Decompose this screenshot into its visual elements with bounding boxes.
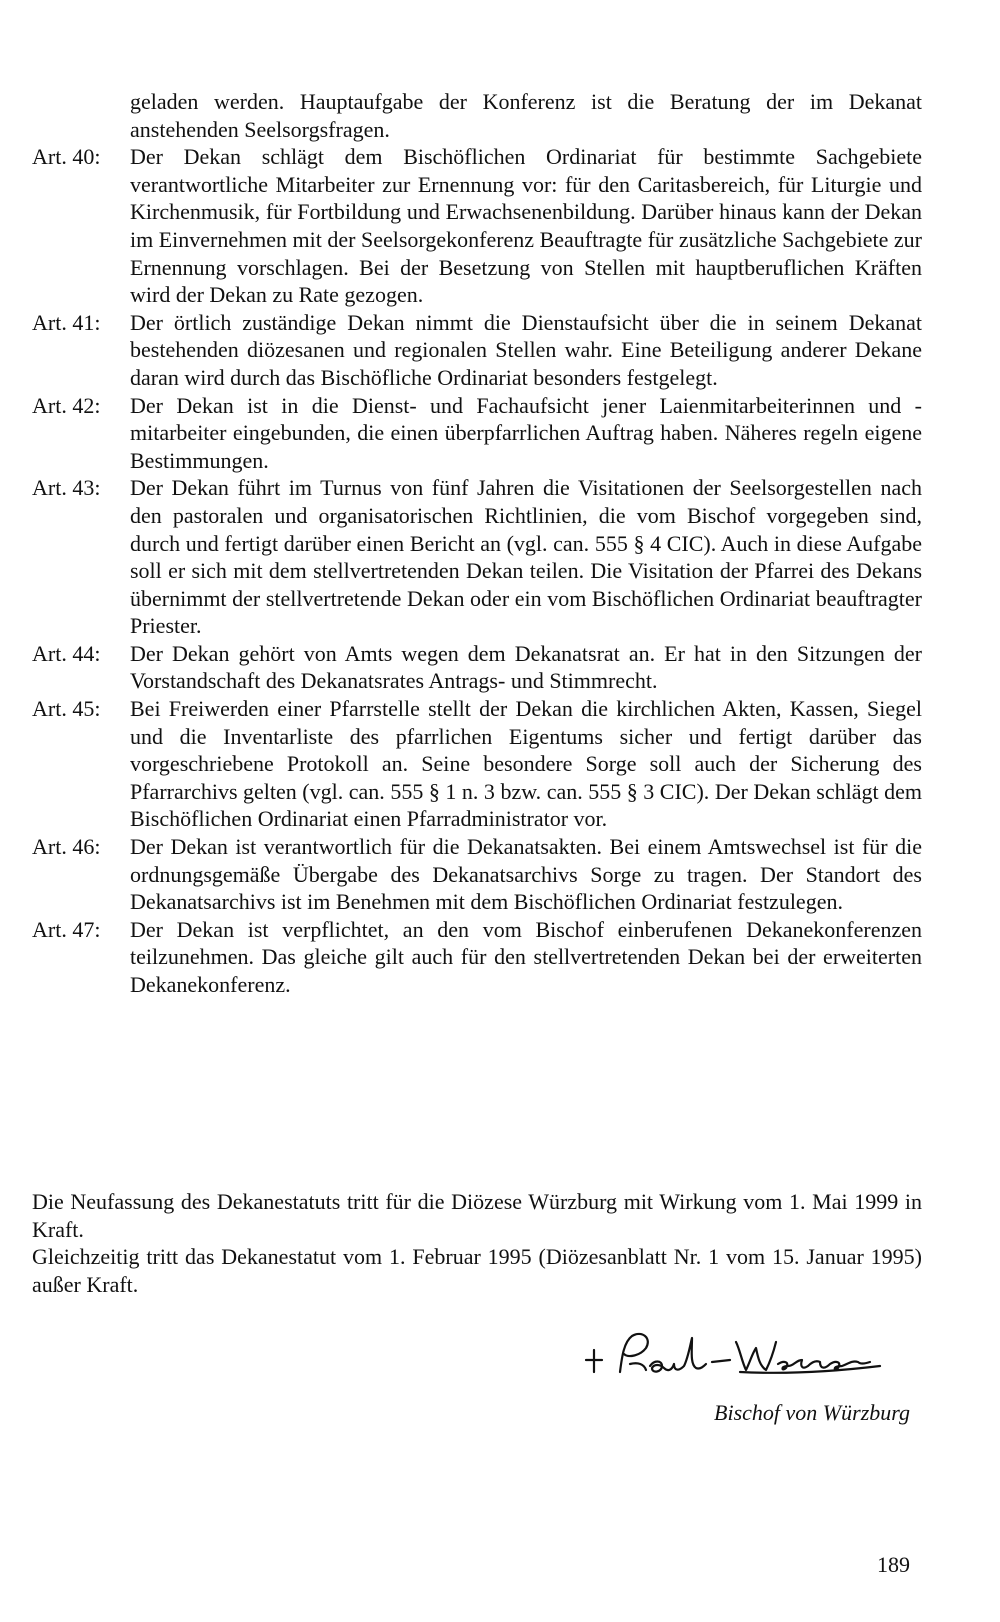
- article-text: Der Dekan ist verantwortlich für die Dekanatsakten. Bei einem Amtswechsel ist für die ordnungsgemäße Übergabe des Dekanatsarchivs Sorge zu tragen. Der Standort des Dekanatsarchivs ist im Benehmen mit dem Bischöflichen Ordinariat festzulegen.: [130, 834, 922, 915]
- article-label: Art. 46:: [32, 834, 101, 860]
- signature-title: Bischof von Würzburg: [714, 1400, 910, 1425]
- article-text: Der Dekan führt im Turnus von fünf Jahren die Visitationen der Seelsorgestellen nach den pastoralen und organisatorischen Richtlinien, die vom Bischof vorgegeben sind, durch und fertigt darüber einen Bericht an (vgl. can. 555 § 4 CIC). Auch in diese Aufgabe soll er sich mit dem stellvertretenden Dekan teilen. Die Visitation der Pfarrei des Dekans übernimmt der stellvertretende Dekan oder ein vom Bischöflichen Ordinariat beauftragter Priester.: [130, 475, 922, 639]
- article-text: Der Dekan ist in die Dienst- und Fachaufsicht jener Laienmitarbeiterinnen und -mitarbeiter eingebunden, die einen überpfarrlichen Auftrag haben. Näheres regeln eigene Bestimmungen.: [130, 392, 922, 473]
- article-44: [32, 640, 922, 695]
- articles-container: [32, 143, 922, 998]
- article-text: Der Dekan ist verpflichtet, an den vom Bischof einberufenen Dekanekonferenzen teilzunehmen. Das gleiche gilt auch für den stellvertretenden Dekan bei der erweiterten Dekanekonferenz.: [130, 916, 922, 997]
- article-label: Art. 44:: [32, 640, 101, 666]
- intro-paragraph: geladen werden. Hauptaufgabe der Konferenz ist die Beratung der im Dekanat anstehenden Seelsorgsfragen.: [130, 89, 922, 142]
- article-label: Art. 43:: [32, 475, 101, 501]
- article-list: [32, 88, 922, 999]
- article-41: [32, 309, 922, 392]
- article-label: Art. 47:: [32, 916, 101, 942]
- article-label: Art. 41:: [32, 309, 101, 335]
- article-label: Art. 40:: [32, 144, 101, 170]
- article-label: Art. 42:: [32, 392, 101, 418]
- handwritten-signature: [580, 1320, 920, 1400]
- article-45: [32, 695, 922, 833]
- article-text: Der Dekan gehört von Amts wegen dem Dekanatsrat an. Er hat in den Sitzungen der Vorstandschaft des Dekanatsrates Antrags- und Stimmrecht.: [130, 640, 922, 694]
- article-text: Bei Freiwerden einer Pfarrstelle stellt der Dekan die kirchlichen Akten, Kassen, Siegel und die Inventarliste des pfarrlichen Eigentums sicher und fertigt darüber das vorgeschriebene Protokoll an. Seine besondere Sorge soll auch der Sicherung des Pfarrarchivs gelten (vgl. can. 555 § 1 n. 3 bzw. can. 555 § 3 CIC). Der Dekan schlägt dem Bischöflichen Ordinariat einen Pfarradministrator vor.: [130, 696, 922, 832]
- article-43: [32, 474, 922, 640]
- article-label: Art. 45:: [32, 696, 101, 722]
- closing-section: [32, 1188, 922, 1298]
- closing-paragraph-effective: Die Neufassung des Dekanestatuts tritt für die Diözese Würzburg mit Wirkung vom 1. Mai 1999 in Kraft.: [32, 1189, 922, 1242]
- closing-paragraph-repeal: Gleichzeitig tritt das Dekanestatut vom 1. Februar 1995 (Diözesanblatt Nr. 1 vom 15. Januar 1995) außer Kraft.: [32, 1244, 922, 1297]
- page-number: 189: [877, 1552, 910, 1577]
- article-text: Der örtlich zuständige Dekan nimmt die Dienstaufsicht über die in seinem Dekanat bestehenden diözesanen und regionalen Stellen wahr. Eine Beteiligung anderer Dekane daran wird durch das Bischöfliche Ordinariat besonders festgelegt.: [130, 309, 922, 390]
- article-46: [32, 833, 922, 916]
- article-text: Der Dekan schlägt dem Bischöflichen Ordinariat für bestimmte Sachgebiete verantwortliche Mitarbeiter zur Ernennung vor: für den Caritasbereich, für Liturgie und Kirchenmusik, für Fortbildung und Erwachsenenbildung. Darüber hinaus kann der Dekan im Einvernehmen mit der Seelsorgekonferenz Beauftragte für zusätzliche Sachgebiete zur Ernennung vorschlagen. Bei der Besetzung von Stellen mit hauptberuflichen Kräften wird der Dekan zu Rate gezogen.: [130, 144, 922, 308]
- article-40: [32, 143, 922, 309]
- article-47: [32, 916, 922, 999]
- article-42: [32, 392, 922, 475]
